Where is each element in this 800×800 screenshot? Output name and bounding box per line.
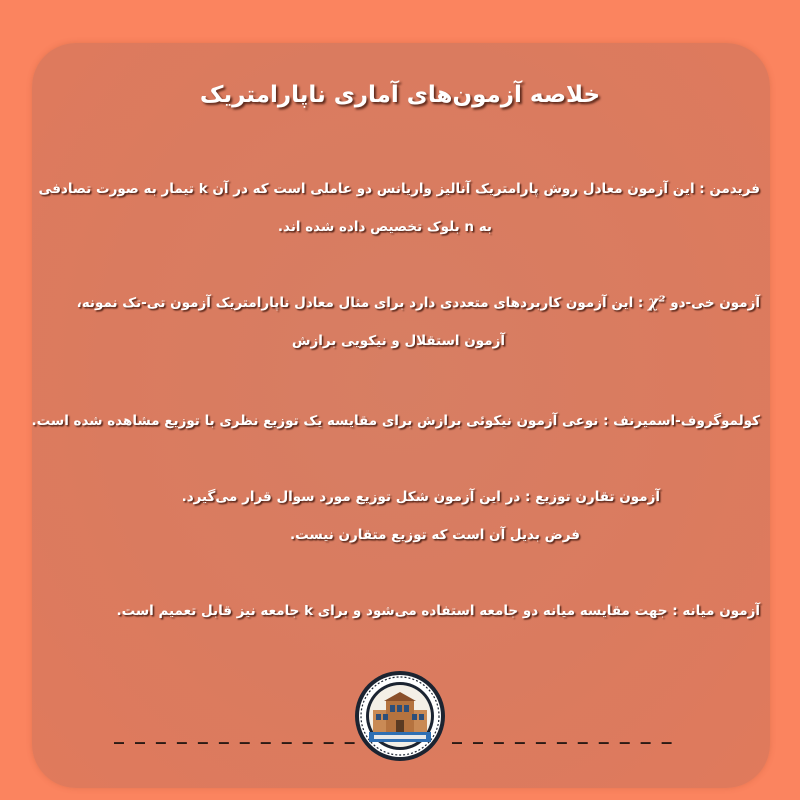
symmetry-line-2: فرض بدیل آن است که توزیع متقارن نیست.: [290, 527, 580, 543]
page-title: خلاصه آزمون‌های آماری ناپارامتریک: [199, 82, 601, 108]
chi-square-line-2: آزمون استقلال و نیکویی برازش: [291, 333, 505, 349]
chi-square-line-1: [55, 283, 760, 322]
friedman-paragraph: [38, 170, 760, 246]
dash-divider-left: _ _ _ _ _ _ _ _ _ _ _ _: [114, 720, 357, 744]
chi-square-label: آزمون خی-دو: [670, 295, 760, 311]
kolmogorov-paragraph: [31, 402, 760, 440]
symmetry-line-1: آزمون تقارن توزیع : در این آزمون شکل توزیع مورد سوال قرار می‌گیرد.: [181, 489, 660, 505]
median-line-1: آزمون میانه : جهت مقایسه میانه دو جامعه استفاده می‌شود و برای k جامعه نیز قابل تعمیم است.: [116, 603, 760, 619]
university-seal-icon: [354, 670, 446, 762]
friedman-line-1: فریدمن : این آزمون معادل روش پارامتریک آنالیز واریانس دو عاملی است که در آن k تیمار به صورت تصادفی: [38, 181, 760, 197]
symmetry-paragraph: [181, 478, 660, 554]
median-paragraph: [55, 592, 760, 630]
kolmogorov-line-1: کولموگروف-اسمیرنف : نوعی آزمون نیکوئی برازش برای مقایسه یک توزیع نظری با توزیع مشاهده شده است.: [31, 413, 760, 429]
chi-square-paragraph: [55, 283, 760, 360]
friedman-line-2: به n بلوک تخصیص داده شده اند.: [277, 219, 492, 235]
chi-square-description: : این آزمون کاربردهای متعددی دارد برای مثال معادل ناپارامتریک آزمون تی-تک نمونه،: [76, 295, 644, 311]
chi-square-symbol: χ²: [648, 292, 666, 311]
dash-divider-right: _ _ _ _ _ _ _ _ _ _ _: [452, 720, 674, 744]
